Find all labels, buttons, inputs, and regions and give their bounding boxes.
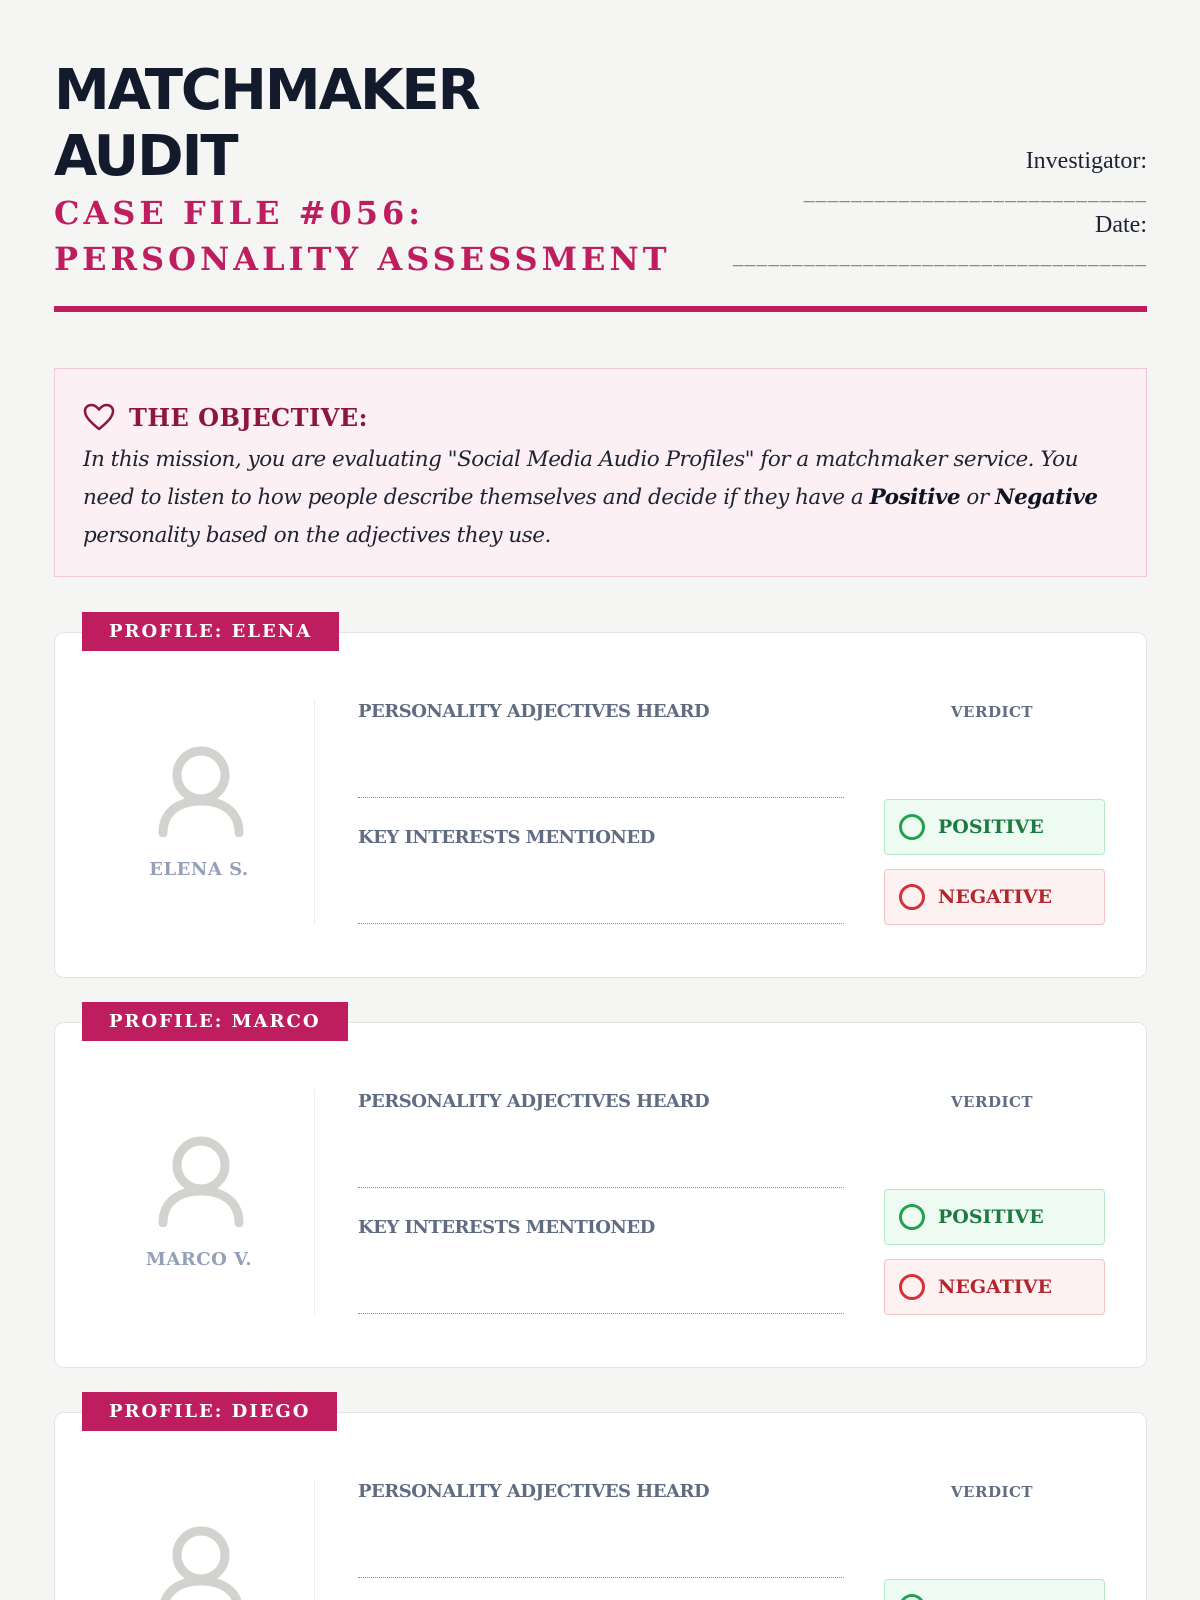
user-icon	[158, 1525, 244, 1600]
negative-option[interactable]	[884, 1259, 1105, 1315]
header-divider	[54, 306, 1147, 312]
title-line-2: AUDIT	[54, 124, 237, 189]
worksheet-page	[54, 0, 1147, 1600]
radio-circle-icon	[899, 1204, 925, 1230]
verdict-label: VERDICT	[950, 1483, 1034, 1501]
objective-text-part-2: personality based on the adjectives they use.	[83, 523, 551, 548]
negative-label: NEGATIVE	[938, 1276, 1053, 1298]
avatar-column	[83, 1479, 315, 1600]
positive-label: POSITIVE	[938, 816, 1044, 838]
objective-text-or: or	[960, 485, 995, 510]
objective-box	[54, 368, 1147, 577]
case-subtitle: CASE FILE #056: PERSONALITY ASSESSMENT	[54, 194, 671, 278]
adjectives-answer-line[interactable]	[358, 1187, 844, 1188]
objective-header	[83, 399, 1118, 435]
date-label: Date:	[1095, 212, 1147, 238]
objective-title: THE OBJECTIVE:	[129, 402, 368, 432]
profile-name: MARCO V.	[145, 1249, 253, 1270]
profile-card-diego	[54, 1392, 1147, 1600]
interests-label: KEY INTERESTS MENTIONED	[358, 827, 655, 848]
profile-tag: PROFILE: DIEGO	[82, 1392, 337, 1431]
negative-option[interactable]	[884, 869, 1105, 925]
objective-negative-term: Negative	[994, 485, 1098, 510]
positive-option[interactable]	[884, 1579, 1105, 1600]
investigator-field[interactable]: _____________________________	[803, 182, 1147, 203]
positive-option[interactable]	[884, 1189, 1105, 1245]
profile-card-body	[54, 1022, 1147, 1368]
radio-circle-icon	[899, 1594, 925, 1600]
profile-tag: PROFILE: MARCO	[82, 1002, 348, 1041]
heart-icon	[83, 403, 115, 431]
interests-label: KEY INTERESTS MENTIONED	[358, 1217, 655, 1238]
objective-positive-term: Positive	[869, 485, 961, 510]
profile-tag: PROFILE: ELENA	[82, 612, 339, 651]
radio-circle-icon	[899, 814, 925, 840]
profile-card-elena	[54, 612, 1147, 982]
user-icon	[158, 1135, 244, 1227]
adjectives-label: PERSONALITY ADJECTIVES HEARD	[358, 1481, 710, 1502]
interests-answer-line[interactable]	[358, 1313, 844, 1314]
title-line-1: MATCHMAKER	[54, 58, 479, 123]
adjectives-label: PERSONALITY ADJECTIVES HEARD	[358, 1091, 710, 1112]
meta-fields	[687, 146, 1147, 274]
radio-circle-icon	[899, 884, 925, 910]
adjectives-label: PERSONALITY ADJECTIVES HEARD	[358, 701, 710, 722]
verdict-label: VERDICT	[950, 1093, 1034, 1111]
header	[54, 58, 1147, 314]
date-field[interactable]: ___________________________________	[732, 246, 1147, 267]
negative-label: NEGATIVE	[938, 886, 1053, 908]
adjectives-answer-line[interactable]	[358, 797, 844, 798]
profile-card-body	[54, 1412, 1147, 1600]
verdict-label: VERDICT	[950, 703, 1034, 721]
avatar-column	[83, 1089, 315, 1315]
user-icon	[158, 745, 244, 837]
positive-option[interactable]	[884, 799, 1105, 855]
interests-answer-line[interactable]	[358, 923, 844, 924]
objective-text	[83, 441, 1118, 555]
positive-label: POSITIVE	[938, 1206, 1044, 1228]
page-title	[54, 58, 574, 190]
profile-card-marco	[54, 1002, 1147, 1372]
investigator-label: Investigator:	[1025, 148, 1147, 174]
avatar-column	[83, 699, 315, 925]
profile-name: ELENA S.	[149, 859, 249, 880]
profile-card-body	[54, 632, 1147, 978]
objective-text-part-1: In this mission, you are evaluating "Social Media Audio Profiles" for a matchmaker service. You need to listen to how people describe themselves and decide if they have a	[83, 447, 1078, 510]
radio-circle-icon	[899, 1274, 925, 1300]
adjectives-answer-line[interactable]	[358, 1577, 844, 1578]
